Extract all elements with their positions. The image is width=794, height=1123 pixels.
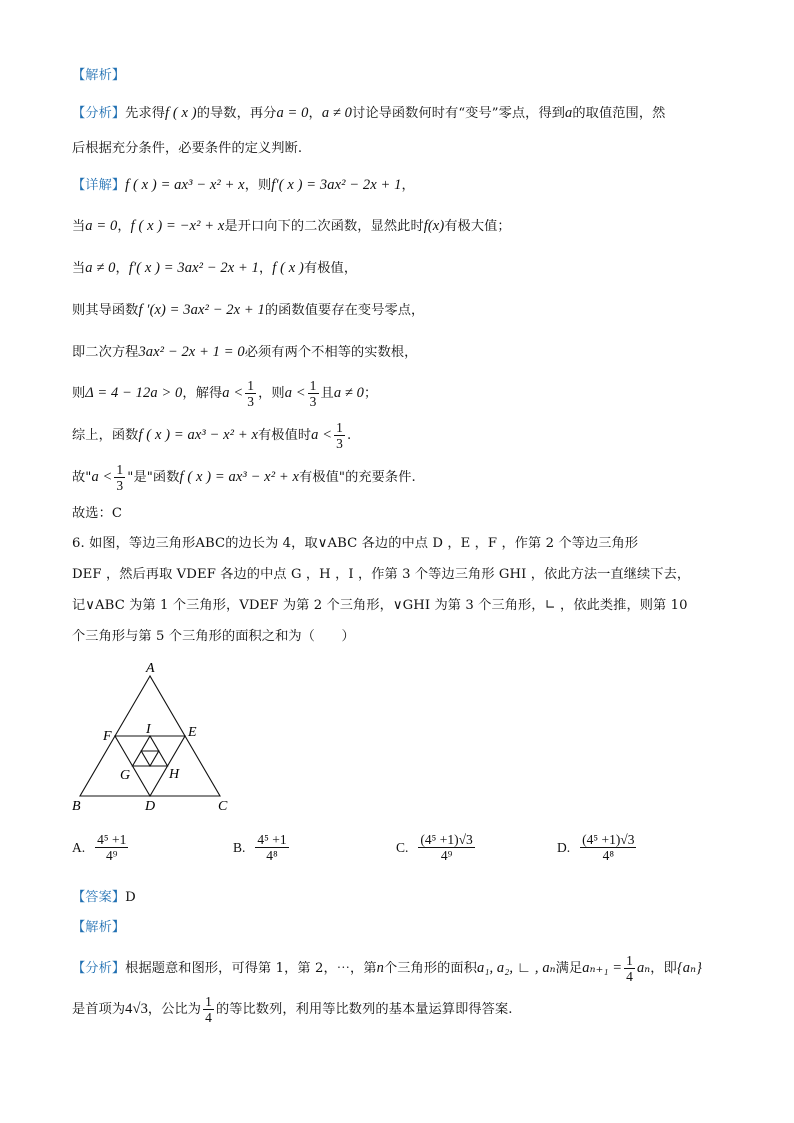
text: 的导数，再分: [196, 106, 277, 121]
option-b-label: B.: [233, 839, 246, 855]
option-a[interactable]: [72, 832, 130, 863]
analysis2-line-1: [72, 951, 702, 986]
math: a ≠ 0: [333, 385, 365, 401]
math: f ′(x) = 3ax² − 2x + 1: [138, 302, 265, 318]
analysis2-line-2: [72, 992, 513, 1027]
option-d[interactable]: [557, 832, 638, 863]
solution-header: 【解析】: [72, 68, 126, 83]
math: f ( x ) = ax³ − x² + x: [138, 427, 258, 443]
case2-line: 当a ≠ 0，f′( x ) = 3ax² − 2x + 1，f ( x )有极值，: [72, 260, 358, 276]
text: ，解得: [182, 386, 223, 401]
text: 个三角形的面积: [383, 961, 477, 976]
text: 当: [72, 219, 86, 234]
answer-line: [72, 889, 136, 907]
text: "是"函数: [127, 470, 180, 485]
math: f ( x ): [165, 105, 197, 121]
math: f ( x ) = −x² + x: [130, 218, 225, 234]
text: 有极大值；: [444, 219, 511, 234]
detail-line: [72, 176, 415, 195]
math: a: [565, 105, 573, 121]
math: a₁, a₂, ∟ , aₙ: [476, 960, 556, 976]
text: 是首项为: [72, 1002, 126, 1017]
text: 的等比数列，利用等比数列的基本量运算即得答案.: [215, 1002, 513, 1017]
text: .: [346, 428, 352, 443]
answer-tag: 【答案】: [72, 890, 126, 905]
conclusion-line: 故"a < $\frac{1}{3}$ "是"函数f ( x ) = ax³ − x² + x有极值"的充要条件.: [72, 462, 416, 493]
text: 有极值，: [303, 261, 358, 276]
text: 当: [72, 261, 86, 276]
fraction: $\frac{1}{3}$: [336, 420, 343, 451]
text: ，公比为: [147, 1002, 202, 1017]
math: a ≠ 0: [321, 105, 353, 121]
delta-line: 则Δ = 4 − 12a > 0，解得a < $\frac{1}{3}$ ，则a < $\frac{1}{3}$ 且a ≠ 0；: [72, 378, 378, 409]
analysis-tag: 【分析】: [72, 106, 126, 121]
math: a = 0: [276, 105, 309, 121]
answer-value: D: [125, 890, 136, 905]
label-e: E: [188, 725, 197, 740]
text: 则其导函数: [72, 303, 139, 318]
text: 有极值时: [258, 428, 312, 443]
text: ，: [401, 178, 415, 193]
case1-line: 当a = 0，f ( x ) = −x² + x是开口向下的二次函数，显然此时f(x)有极大值；: [72, 218, 511, 234]
math: Δ = 4 − 12a > 0: [85, 385, 183, 401]
derivative-line: [72, 301, 424, 320]
text: ，即: [650, 961, 677, 976]
option-b[interactable]: [233, 832, 291, 863]
text: 综上，函数: [72, 428, 139, 443]
option-b-fraction: $\frac{\text{4⁵ +1}}{\text{4⁸}}$: [257, 832, 287, 863]
label-f: F: [103, 729, 112, 744]
question6-line-3: 记∨ABC 为第 1 个三角形，VDEF 为第 2 个三角形，∨GHI 为第 3 个三角形，∟ ，依此类推，则第 10: [72, 598, 688, 613]
text: 且: [320, 386, 334, 401]
math: aₙ₊₁ =: [582, 960, 623, 976]
fraction: $\frac{1}{3}$: [309, 378, 317, 409]
math: f′( x ) = 3ax² − 2x + 1: [271, 177, 402, 193]
text: 先求得: [125, 106, 166, 121]
math: 3ax² − 2x + 1 = 0: [138, 344, 245, 360]
math: a = 0: [85, 218, 118, 234]
text: 即二次方程: [72, 345, 139, 360]
text: 必须有两个不相等的实数根，: [244, 345, 418, 360]
fraction: $\frac{1}{3}$: [116, 462, 124, 493]
math: f ( x ) = ax³ − x² + x: [179, 469, 300, 485]
option-c-fraction: $\frac{\text{(4⁵ +1)√3}}{\text{4⁹}}$: [420, 832, 473, 863]
option-c-label: C.: [396, 839, 409, 855]
math: a ≠ 0: [85, 260, 116, 276]
math: f′( x ) = 3ax² − 2x + 1: [128, 260, 259, 276]
solution-header-2: 【解析】: [72, 920, 126, 935]
fraction: $\frac{1}{4}$: [626, 953, 633, 984]
detail-tag: 【详解】: [72, 178, 126, 193]
option-d-fraction: $\frac{\text{(4⁵ +1)√3}}{\text{4⁸}}$: [582, 832, 635, 863]
math: n: [376, 960, 384, 976]
text: 的取值范围，然: [572, 106, 666, 121]
quadratic-line: [72, 343, 417, 362]
label-g: G: [120, 768, 131, 783]
answer-choice-line: 故选：C: [72, 506, 123, 521]
label-h: H: [169, 767, 180, 782]
summary-line: 综上，函数f ( x ) = ax³ − x² + x有极值时a < $\frac{1}{3}$ .: [72, 420, 352, 451]
option-d-label: D.: [557, 839, 571, 855]
math: 4√3: [125, 1001, 148, 1017]
text: 则: [72, 386, 86, 401]
question6-line-2: DEF ，然后再取 VDEF 各边的中点 G ，H ，I ，作第 3 个等边三角形 GHI ，依此方法一直继续下去，: [72, 567, 691, 582]
text: 讨论导函数何时有“变号”零点，得到: [352, 106, 566, 121]
analysis-line-1: 【分析】先求得f ( x )的导数，再分a = 0，a ≠ 0讨论导函数何时有“变号”零点，得到a的取值范围，然: [72, 105, 666, 121]
fraction: $\frac{1}{4}$: [205, 994, 212, 1025]
text: 故": [72, 470, 92, 485]
analysis2-tag: 【分析】: [72, 961, 126, 976]
math: aₙ: [636, 960, 651, 976]
text: ，则: [244, 178, 272, 193]
text: 满足: [555, 961, 583, 976]
text: 根据题意和图形，可得第 1，第 2，⋯，第: [125, 961, 377, 976]
label-c: C: [218, 799, 228, 814]
text: ；: [364, 386, 378, 401]
question6-line-1: 6. 如图，等边三角形ABC的边长为 4，取∨ABC 各边的中点 D ，E ，F ，作第 2 个等边三角形: [72, 536, 639, 551]
label-i: I: [146, 722, 151, 737]
text: ，则: [258, 386, 285, 401]
label-d: D: [145, 799, 156, 814]
math: f(x): [423, 218, 445, 234]
math: {aₙ}: [676, 960, 702, 976]
question6-line-4: 个三角形与第 5 个三角形的面积之和为（ ）: [72, 629, 355, 644]
option-a-label: A.: [72, 839, 86, 855]
triangle-figure: [70, 656, 240, 816]
triangle-4: [141, 751, 159, 766]
text: 有极值"的充要条件.: [299, 470, 416, 485]
text: 是开口向下的二次函数，显然此时: [224, 219, 424, 234]
option-a-fraction: $\frac{\text{4⁵ +1}}{\text{4⁹}}$: [97, 832, 127, 863]
fraction: $\frac{1}{3}$: [247, 378, 255, 409]
option-c[interactable]: [396, 832, 477, 863]
label-a: A: [146, 661, 155, 676]
math: f ( x ): [272, 260, 304, 276]
analysis-line-2: 后根据充分条件，必要条件的定义判断.: [72, 141, 303, 156]
label-b: B: [72, 799, 81, 814]
math: f ( x ) = ax³ − x² + x: [125, 177, 245, 193]
text: 的函数值要存在变号零点，: [264, 303, 425, 318]
